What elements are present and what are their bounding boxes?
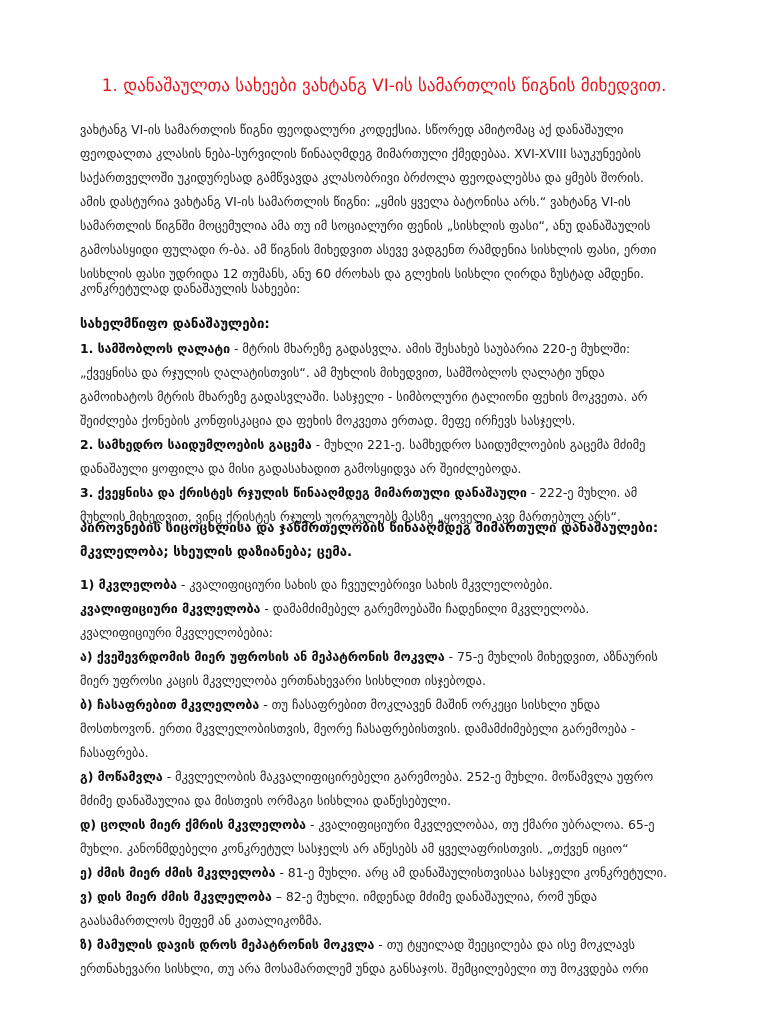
item-text: - თუ ჩასაფრებით მოკლავენ მაშინ ორკეცი სისხლი უნდა <box>259 697 601 712</box>
text-line: მიერ უფროსი კაცის მკვლელობა ერთნახევარი სისხლით ისჯებოდა. <box>80 673 486 688</box>
item-text: - კვალიფიციური მკვლელობაა, თუ ქმარი უბრალოა. 65-ე <box>306 817 655 832</box>
item-text: - მუხლი 221-ე. სამხედრო საიდუმლოების გაცემა მძიმე <box>311 437 646 452</box>
intro-paragraph <box>80 118 712 286</box>
item-term: 3. ქვეყნისა და ქრისტეს რჯულის წინააღმდეგ მიმართული დანაშაული <box>80 485 527 500</box>
item-term: 2. სამხედრო საიდუმლოების გაცემა <box>80 437 312 452</box>
person-crimes-list <box>80 573 712 981</box>
item-text: - კვალიფიციური სახის და ჩვეულებრივი სახის მკვლელობები. <box>176 577 553 592</box>
text-line: მუხლი. კანონმდებელი კონკრეტულ სასჯელს არ აწესებს ამ ყველაფრისთვის. „თქვენ იციო“ <box>80 841 629 856</box>
list-item <box>80 337 712 361</box>
text-line: მუხლის მიხედვით, ვინც ქრისტეს რჯულს უორგულებს მასზე „ყოველი ავი მართებულ არს“. <box>80 509 621 524</box>
item-term: ა) ქვეშევრდომის მიერ უფროსის ან მეპატრონის მოკვლა <box>80 649 445 664</box>
text-line: დანაშაული ყოფილა და მისი გადასახადით გამოსყიდვა არ შეიძლებოდა. <box>80 461 522 476</box>
item-text: - თუ ტყუილად შეეცილება და ისე მოკლავს <box>374 937 635 952</box>
list-item <box>80 573 712 597</box>
text-line: სამართლის წიგნში მოცემულია ამა თუ იმ სოციალური ფენის „სისხლის ფასი“, ანუ დანაშაულის <box>80 218 651 233</box>
item-term: დ) ცოლის მიერ ქმრის მკვლელობა <box>80 817 307 832</box>
list-item <box>80 861 712 885</box>
text-line: გამოსასყიდი ფულადი რ-ბა. ამ წიგნის მიხედვით ასევე ვადგენთ რამდენია სისხლის ფასი, ერთი <box>80 242 657 257</box>
item-text: - მტრის მხარეზე გადასვლა. ამის შესახებ საუბარია 220-ე მუხლში: <box>230 341 631 356</box>
list-item <box>80 433 712 457</box>
types-intro <box>80 277 712 301</box>
person-crimes-heading <box>80 517 712 565</box>
item-text: - მკვლელობის მაკვალიფიცირებელი გარემოება. 252-ე მუხლი. მოწამვლა უფრო <box>162 769 654 784</box>
item-text: - 222-ე მუხლი. ამ <box>526 485 638 500</box>
text-line: მოსთხოვონ. ერთი მკვლელობისთვის, მეორე ჩასაფრებისთვის. დამამძიმებელი გარემოება - <box>80 721 636 736</box>
item-text: – 82-ე მუხლი. იმდენად მძიმე დანაშაულია, რომ უნდა <box>271 889 598 904</box>
text-line: ჩასაფრება. <box>80 745 149 760</box>
text-line: მძიმე დანაშაულია და მისთვის ორმაგი სისხლია დაწესებული. <box>80 793 452 808</box>
section-heading: მკვლელობა; სხეულის დაზიანება; ცემა. <box>80 545 353 560</box>
item-term: ზ) მამულის დავის დროს მეპატრონის მოკვლა <box>80 937 375 952</box>
item-term: 1) მკვლელობა <box>80 577 177 592</box>
item-term: კვალიფიციური მკვლელობა <box>80 601 261 616</box>
item-term: გ) მოწამვლა <box>80 769 163 784</box>
item-term: ბ) ჩასაფრებით მკვლელობა <box>80 697 260 712</box>
list-item <box>80 813 712 837</box>
text-line: გამოიხატოს მტრის მხარეზე გადასვლაში. სასჯელი - სიმბოლური ტალიონი ფეხის მოკვეთა. არ <box>80 389 648 404</box>
text-line: ამის დასტურია ვახტანგ VI-ის სამართლის წიგნი: „ყმის ყველა ბატონისა არს.“ ვახტანგ VI-ის <box>80 194 631 209</box>
text-line: შეიძლება ქონების კონფისკაცია და ფეხის მოკვეთა ერთად. მეფე ირჩევს სასჯელს. <box>80 413 576 428</box>
list-item <box>80 481 712 505</box>
text-line: ერთნახევარი სისხლი, თუ არა მოსამართლემ უნდა განსაჯოს. შემცილებელი თუ მოკვდება ორი <box>80 961 649 976</box>
text-line: გაასამართლოს მეფემ ან კათალიკოზმა. <box>80 913 323 928</box>
text-line: კონკრეტულად დანაშაულის სახეები: <box>80 281 301 296</box>
list-item <box>80 765 712 789</box>
text-line: ვახტანგ VI-ის სამართლის წიგნი ფეოდალური კოდექსია. სწორედ ამიტომაც აქ დანაშაული <box>80 122 624 137</box>
list-item <box>80 693 712 717</box>
document-title: 1. დანაშაულთა სახეები ვახტანგ VI-ის სამართლის წიგნის მიხედვით. <box>101 76 667 96</box>
item-term: 1. სამშობლოს ღალატი <box>80 341 231 356</box>
section-heading: სახელმწიფო დანაშაულები: <box>80 317 270 332</box>
text-line: კვალიფიციური მკვლელობებია: <box>80 625 273 640</box>
item-text: - 75-ე მუხლის მიხედვით, აზნაურის <box>444 649 658 664</box>
list-item <box>80 933 712 957</box>
section-heading: პიროვნების სიცოცხლისა და ჯანმრთელობის წინააღმდეგ მიმართული დანაშაულები: <box>80 521 659 536</box>
text-line: სისხლის ფასი უდრიდა 12 თუმანს, ანუ 60 ძროხას და გლეხის სისხლი ღირდა ზუსტად ამდენი. <box>80 266 645 281</box>
list-item <box>80 597 712 621</box>
list-item <box>80 885 712 909</box>
text-line: „ქვეყნისა და რჯულის ღალატისთვის“. ამ მუხლის მიხედვით, სამშობლოს ღალატი უნდა <box>80 365 605 380</box>
state-crimes-section <box>80 313 712 529</box>
text-line: ფეოდალთა კლასის ნება-სურვილის წინააღმდეგ მიმართული ქმედებაა. XVI-XVIII საუკუნეების <box>80 146 641 161</box>
item-text: - 81-ე მუხლი. არც ამ დანაშაულისთვისაა სასჯელი კონკრეტული. <box>275 865 668 880</box>
item-text: - დამამძიმებელ გარემოებაში ჩადენილი მკვლელობა. <box>260 601 590 616</box>
item-term: ე) ძმის მიერ ძმის მკვლელობა <box>80 865 276 880</box>
text-line: საქართველოში უკიდურესად გამწვავდა კლასობრივი ბრძოლა ფეოდალებსა და ყმებს შორის. <box>80 170 644 185</box>
item-term: ვ) დის მიერ ძმის მკვლელობა <box>80 889 272 904</box>
list-item <box>80 645 712 669</box>
